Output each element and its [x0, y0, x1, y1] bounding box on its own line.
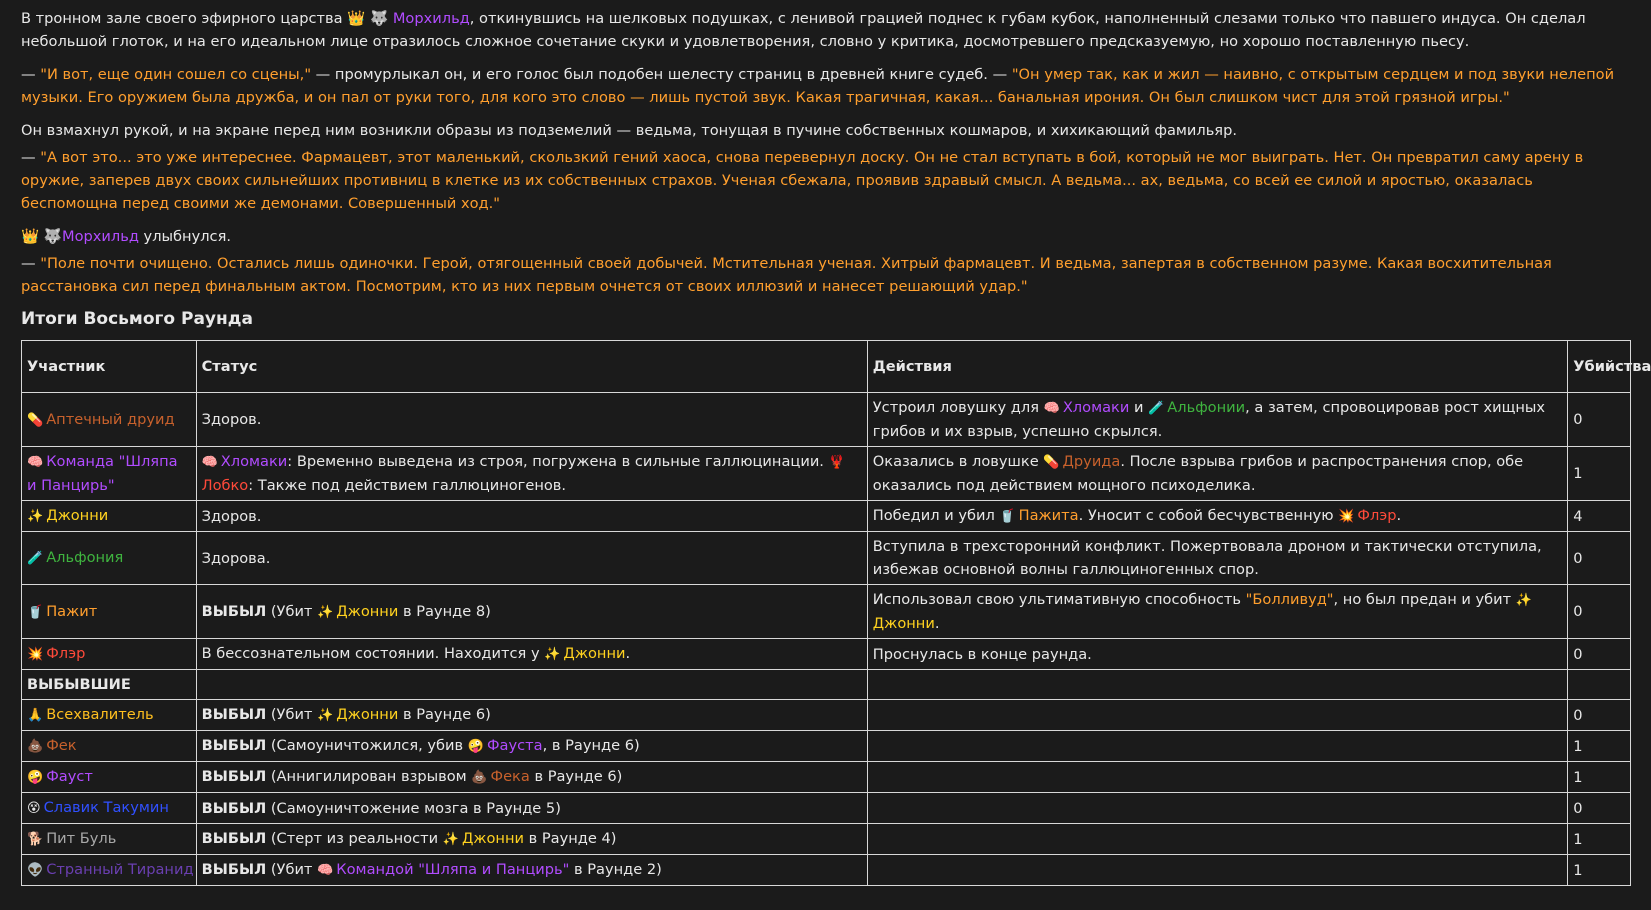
- actions-cell: [867, 793, 1567, 824]
- table-row: [22, 585, 1631, 639]
- story-paragraph: [21, 146, 1629, 215]
- text: Победил и убил: [872, 507, 1000, 524]
- table-row: [22, 393, 1631, 447]
- text: , в Раунде 6): [542, 737, 640, 754]
- status-cell: [196, 447, 867, 501]
- text: В тронном зале своего эфирного царства: [21, 10, 348, 27]
- status-cell: Здорова.: [196, 532, 867, 585]
- status-cell: Здоров.: [196, 393, 867, 447]
- status-out: ВЫБЫЛ: [201, 602, 267, 620]
- text: в Раунде 6): [529, 768, 623, 785]
- story-paragraph: [21, 63, 1629, 109]
- text: В бессознательном состоянии. Находится у: [201, 645, 545, 662]
- kills-cell: 0: [1568, 700, 1631, 731]
- text: (Убит: [266, 861, 318, 878]
- kills-cell: 0: [1568, 585, 1631, 639]
- participant-cell: [22, 824, 197, 855]
- text: (Аннигилирован взрывом: [266, 768, 472, 785]
- text: : Также под действием галлюциногенов.: [248, 477, 567, 494]
- table-row: [22, 447, 1631, 501]
- pill-icon: 💊: [27, 412, 44, 428]
- text: (Убит: [266, 706, 318, 723]
- participant-cell: [22, 501, 197, 532]
- status-out: ВЫБЫЛ: [201, 737, 267, 754]
- name-ref: Джонни: [872, 615, 935, 632]
- name-ref: Фауста: [486, 737, 543, 754]
- name-ref: Джонни: [461, 830, 524, 847]
- header-status: Статус: [196, 341, 867, 393]
- participant-name: Странный Тиранид: [46, 861, 194, 878]
- status-cell: [196, 855, 867, 886]
- text: . Уносит с собой бесчувственную: [1078, 507, 1339, 524]
- results-table: [21, 340, 1651, 886]
- table-row: [22, 762, 1631, 793]
- kills-cell: 1: [1568, 731, 1631, 762]
- actions-cell: [867, 447, 1567, 501]
- kills-cell: 1: [1568, 447, 1631, 501]
- ability-name: "Болливуд": [1245, 591, 1334, 608]
- name-ref: Хломаки: [220, 453, 288, 470]
- status-cell: Здоров.: [196, 501, 867, 532]
- character-name: Морхильд: [61, 228, 139, 245]
- zany-face-icon: 🤪: [27, 770, 44, 785]
- story-paragraph: [21, 7, 1629, 53]
- kills-cell: 0: [1568, 393, 1631, 447]
- story-paragraph: [21, 119, 1629, 142]
- dash: —: [21, 255, 41, 272]
- dash: —: [21, 149, 41, 166]
- table-row: [22, 731, 1631, 762]
- name-ref: Командой "Шляпа и Панцирь": [336, 861, 570, 878]
- name-ref: Флэр: [1357, 507, 1397, 524]
- cup-icon: 🥤: [999, 509, 1016, 524]
- text: .: [625, 645, 631, 662]
- header-participant: Участник: [22, 341, 197, 393]
- status-cell: [196, 731, 867, 762]
- kills-cell: 1: [1568, 762, 1631, 793]
- sparkles-icon: ✨: [1515, 593, 1532, 608]
- poop-icon: 💩: [27, 739, 44, 754]
- actions-cell: [867, 762, 1567, 793]
- participant-name: Альфония: [46, 549, 124, 566]
- test-tube-icon: 🧪: [1148, 401, 1165, 416]
- table-row: [22, 824, 1631, 855]
- quote: "И вот, еще один сошел со сцены,": [40, 66, 312, 83]
- text: (Самоуничтожился, убив: [266, 737, 468, 754]
- participant-name: Аптечный друид: [46, 410, 175, 428]
- participant-name: Пажит: [46, 602, 98, 620]
- alien-icon: 👽: [27, 863, 44, 878]
- participant-cell: [22, 447, 197, 501]
- text: Он взмахнул рукой, и на экране перед ним возникли образы из подземелий — ведьма, тонущая в пучине собственных кошмаров, и хихикающий фамильяр.: [21, 122, 1237, 139]
- text: и: [1129, 399, 1149, 416]
- brain-icon: 🧠: [201, 455, 218, 470]
- participant-cell: [22, 532, 197, 585]
- test-tube-icon: 🧪: [27, 551, 44, 566]
- text: .: [1396, 507, 1402, 524]
- actions-cell: Вступила в трехсторонний конфликт. Пожертвовала дроном и тактически отступила, избежав основной волны галлюциногенных спор.: [867, 532, 1567, 585]
- participant-cell: [22, 639, 197, 670]
- explosion-icon: 💥: [27, 647, 44, 662]
- participant-cell: [22, 393, 197, 447]
- participant-name: Команда "Шляпа и Панцирь": [27, 453, 178, 494]
- name-ref: Хломаки: [1062, 399, 1130, 416]
- dash: —: [21, 66, 41, 83]
- participant-name: Флэр: [46, 645, 86, 662]
- character-name: Морхильд: [392, 10, 470, 27]
- text: Оказались в ловушке: [872, 453, 1044, 470]
- quote: "Поле почти очищено. Остались лишь одиночки. Герой, отягощенный своей добычей. Мстительная ученая. Хитрый фармацевт. И ведьма, запертая в собственном разуме. Какая восхитительная расстановка сил перед финальным актом. Посмотрим, кто из них первым очнется от своих иллюзий и нанесет решающий удар.": [21, 255, 1552, 295]
- poop-icon: 💩: [471, 770, 488, 785]
- status-cell: [196, 700, 867, 731]
- text: .: [934, 615, 940, 632]
- text: в Раунде 2): [569, 861, 662, 878]
- actions-cell: [867, 501, 1567, 532]
- table-row: [22, 855, 1631, 886]
- actions-cell: Проснулась в конце раунда.: [867, 639, 1567, 670]
- kills-cell: 1: [1568, 824, 1631, 855]
- participant-cell: [22, 731, 197, 762]
- header-kills: Убийства: [1568, 341, 1631, 393]
- text: , откинувшись на шелковых подушках, с ленивой грацией поднес к губам кубок, наполненный слезами только что павшего индуса. Он сделал небольшой глоток, и на его идеальном лице отразилось сложное сочетание скуки и удовлетворения, словно у критика, досмотревшего предсказуемую, но хорошо поставленную пьесу.: [21, 10, 1586, 50]
- pill-icon: 💊: [1043, 455, 1060, 470]
- status-cell: [196, 793, 867, 824]
- status-out: ВЫБЫЛ: [201, 768, 267, 785]
- participant-cell: [22, 793, 197, 824]
- brain-icon: 🧠: [27, 455, 44, 470]
- brain-icon: 🧠: [317, 863, 334, 878]
- brain-icon: 🧠: [1043, 401, 1060, 416]
- story-paragraph: [21, 225, 1629, 248]
- status-cell: [196, 824, 867, 855]
- table-row: [22, 700, 1631, 731]
- name-ref: Джонни: [336, 602, 399, 620]
- text: в Раунде 8): [398, 602, 491, 620]
- text: улыбнулся.: [138, 228, 231, 245]
- status-out: ВЫБЫЛ: [201, 861, 267, 878]
- participant-cell: [22, 855, 197, 886]
- section-title: ВЫБЫВШИЕ: [27, 676, 131, 693]
- text: , а затем, спровоцировав рост хищных грибов и их взрыв, успешно скрылся.: [872, 399, 1546, 440]
- status-cell: [196, 585, 867, 639]
- sparkles-icon: ✨: [317, 604, 334, 620]
- text: — промурлыкал он, и его голос был подобен шелесту страниц в древней книге судеб. —: [311, 66, 1012, 83]
- kills-cell: 1: [1568, 855, 1631, 886]
- name-ref: Пажита: [1018, 507, 1079, 524]
- name-ref: Джонни: [563, 645, 626, 662]
- crown-wolf-icon: 👑 🐺: [21, 228, 62, 245]
- participant-cell: [22, 585, 197, 639]
- participant-name: Фек: [46, 737, 77, 754]
- sparkles-icon: ✨: [27, 509, 44, 524]
- name-ref: Друида: [1062, 453, 1121, 470]
- name-ref: Альфонии: [1167, 399, 1246, 416]
- text: Использовал свою ультимативную способность: [872, 591, 1246, 608]
- text: Устроил ловушку для: [872, 399, 1044, 416]
- section-label: [22, 670, 197, 700]
- text: . После взрыва грибов и распространения спор, обе оказались под действием мощного психоделика.: [872, 453, 1524, 494]
- kills-cell: 0: [1568, 793, 1631, 824]
- status-out: ВЫБЫЛ: [201, 706, 267, 723]
- dog-icon: 🐕: [27, 832, 44, 847]
- empty-cell: [196, 670, 867, 700]
- praying-hands-icon: 🙏: [27, 708, 44, 723]
- header-actions: Действия: [867, 341, 1567, 393]
- actions-cell: [867, 824, 1567, 855]
- empty-cell: [867, 670, 1567, 700]
- actions-cell: [867, 855, 1567, 886]
- participant-name: Фауст: [46, 768, 93, 785]
- actions-cell: [867, 585, 1567, 639]
- table-row: [22, 532, 1631, 585]
- table-row: [22, 501, 1631, 532]
- cup-icon: 🥤: [27, 604, 44, 620]
- text: , но был предан и убит: [1333, 591, 1516, 608]
- text: в Раунде 6): [398, 706, 491, 723]
- participant-name: Джонни: [46, 507, 109, 524]
- section-heading: Итоги Восьмого Раунда: [21, 309, 253, 329]
- sparkles-icon: ✨: [317, 708, 334, 723]
- actions-cell: [867, 731, 1567, 762]
- kills-cell: 0: [1568, 532, 1631, 585]
- status-cell: [196, 639, 867, 670]
- kills-cell: 0: [1568, 639, 1631, 670]
- crown-wolf-icon: 👑 🐺: [347, 10, 389, 27]
- explosion-icon: 💥: [1338, 509, 1355, 524]
- table-header-row: [22, 341, 1631, 393]
- actions-cell: [867, 393, 1567, 447]
- participant-cell: [22, 762, 197, 793]
- participant-name: Пит Буль: [46, 830, 117, 847]
- sparkles-icon: ✨: [544, 647, 561, 662]
- story-paragraph: [21, 252, 1629, 298]
- participant-cell: [22, 700, 197, 731]
- table-row: [22, 639, 1631, 670]
- zany-face-icon: 🤪: [467, 739, 484, 754]
- kills-cell: 4: [1568, 501, 1631, 532]
- text: (Убит: [266, 602, 318, 620]
- status-out: ВЫБЫЛ: [201, 799, 267, 817]
- name-ref: Фека: [490, 768, 530, 785]
- participant-name: Всехвалитель: [46, 706, 154, 723]
- quote: "А вот это... это уже интереснее. Фармацевт, этот маленький, скользкий гений хаоса, снова перевернул доску. Он не стал вступать в бой, который не мог выиграть. Нет. Он превратил саму арену в оружие, заперев двух своих сильнейших противниц в клетке из их собственных страхов. Ученая сбежала, проявив здравый смысл. А ведьма... ах, ведьма, со всей ее силой и яростью, оказалась беспомощна перед своими же демонами. Совершенный ход.": [21, 149, 1584, 212]
- section-row: [22, 670, 1631, 700]
- table-row: [22, 793, 1631, 824]
- empty-cell: [1568, 670, 1631, 700]
- quote: "Он умер так, как и жил — наивно, с открытым сердцем и под звуки нелепой музыки. Его оружием была дружба, и он пал от руки того, для кого это слово — лишь пустой звук. Какая трагичная, какая... банальная ирония. Он был слишком чист для этой грязной игры.": [21, 66, 1615, 106]
- text: : Временно выведена из строя, погружена в сильные галлюцинации.: [287, 453, 829, 470]
- lobster-icon: 🦞: [828, 455, 845, 470]
- dizzy-face-icon: 😵: [27, 801, 41, 816]
- status-out: ВЫБЫЛ: [201, 830, 267, 847]
- text: (Самоуничтожение мозга в Раунде 5): [266, 799, 561, 817]
- name-ref: Джонни: [336, 706, 399, 723]
- sparkles-icon: ✨: [442, 832, 459, 847]
- text: в Раунде 4): [523, 830, 617, 847]
- status-cell: [196, 762, 867, 793]
- name-ref: Лобко: [201, 477, 249, 494]
- participant-name: Славик Такумин: [43, 799, 169, 816]
- text: (Стерт из реальности: [266, 830, 443, 847]
- actions-cell: [867, 700, 1567, 731]
